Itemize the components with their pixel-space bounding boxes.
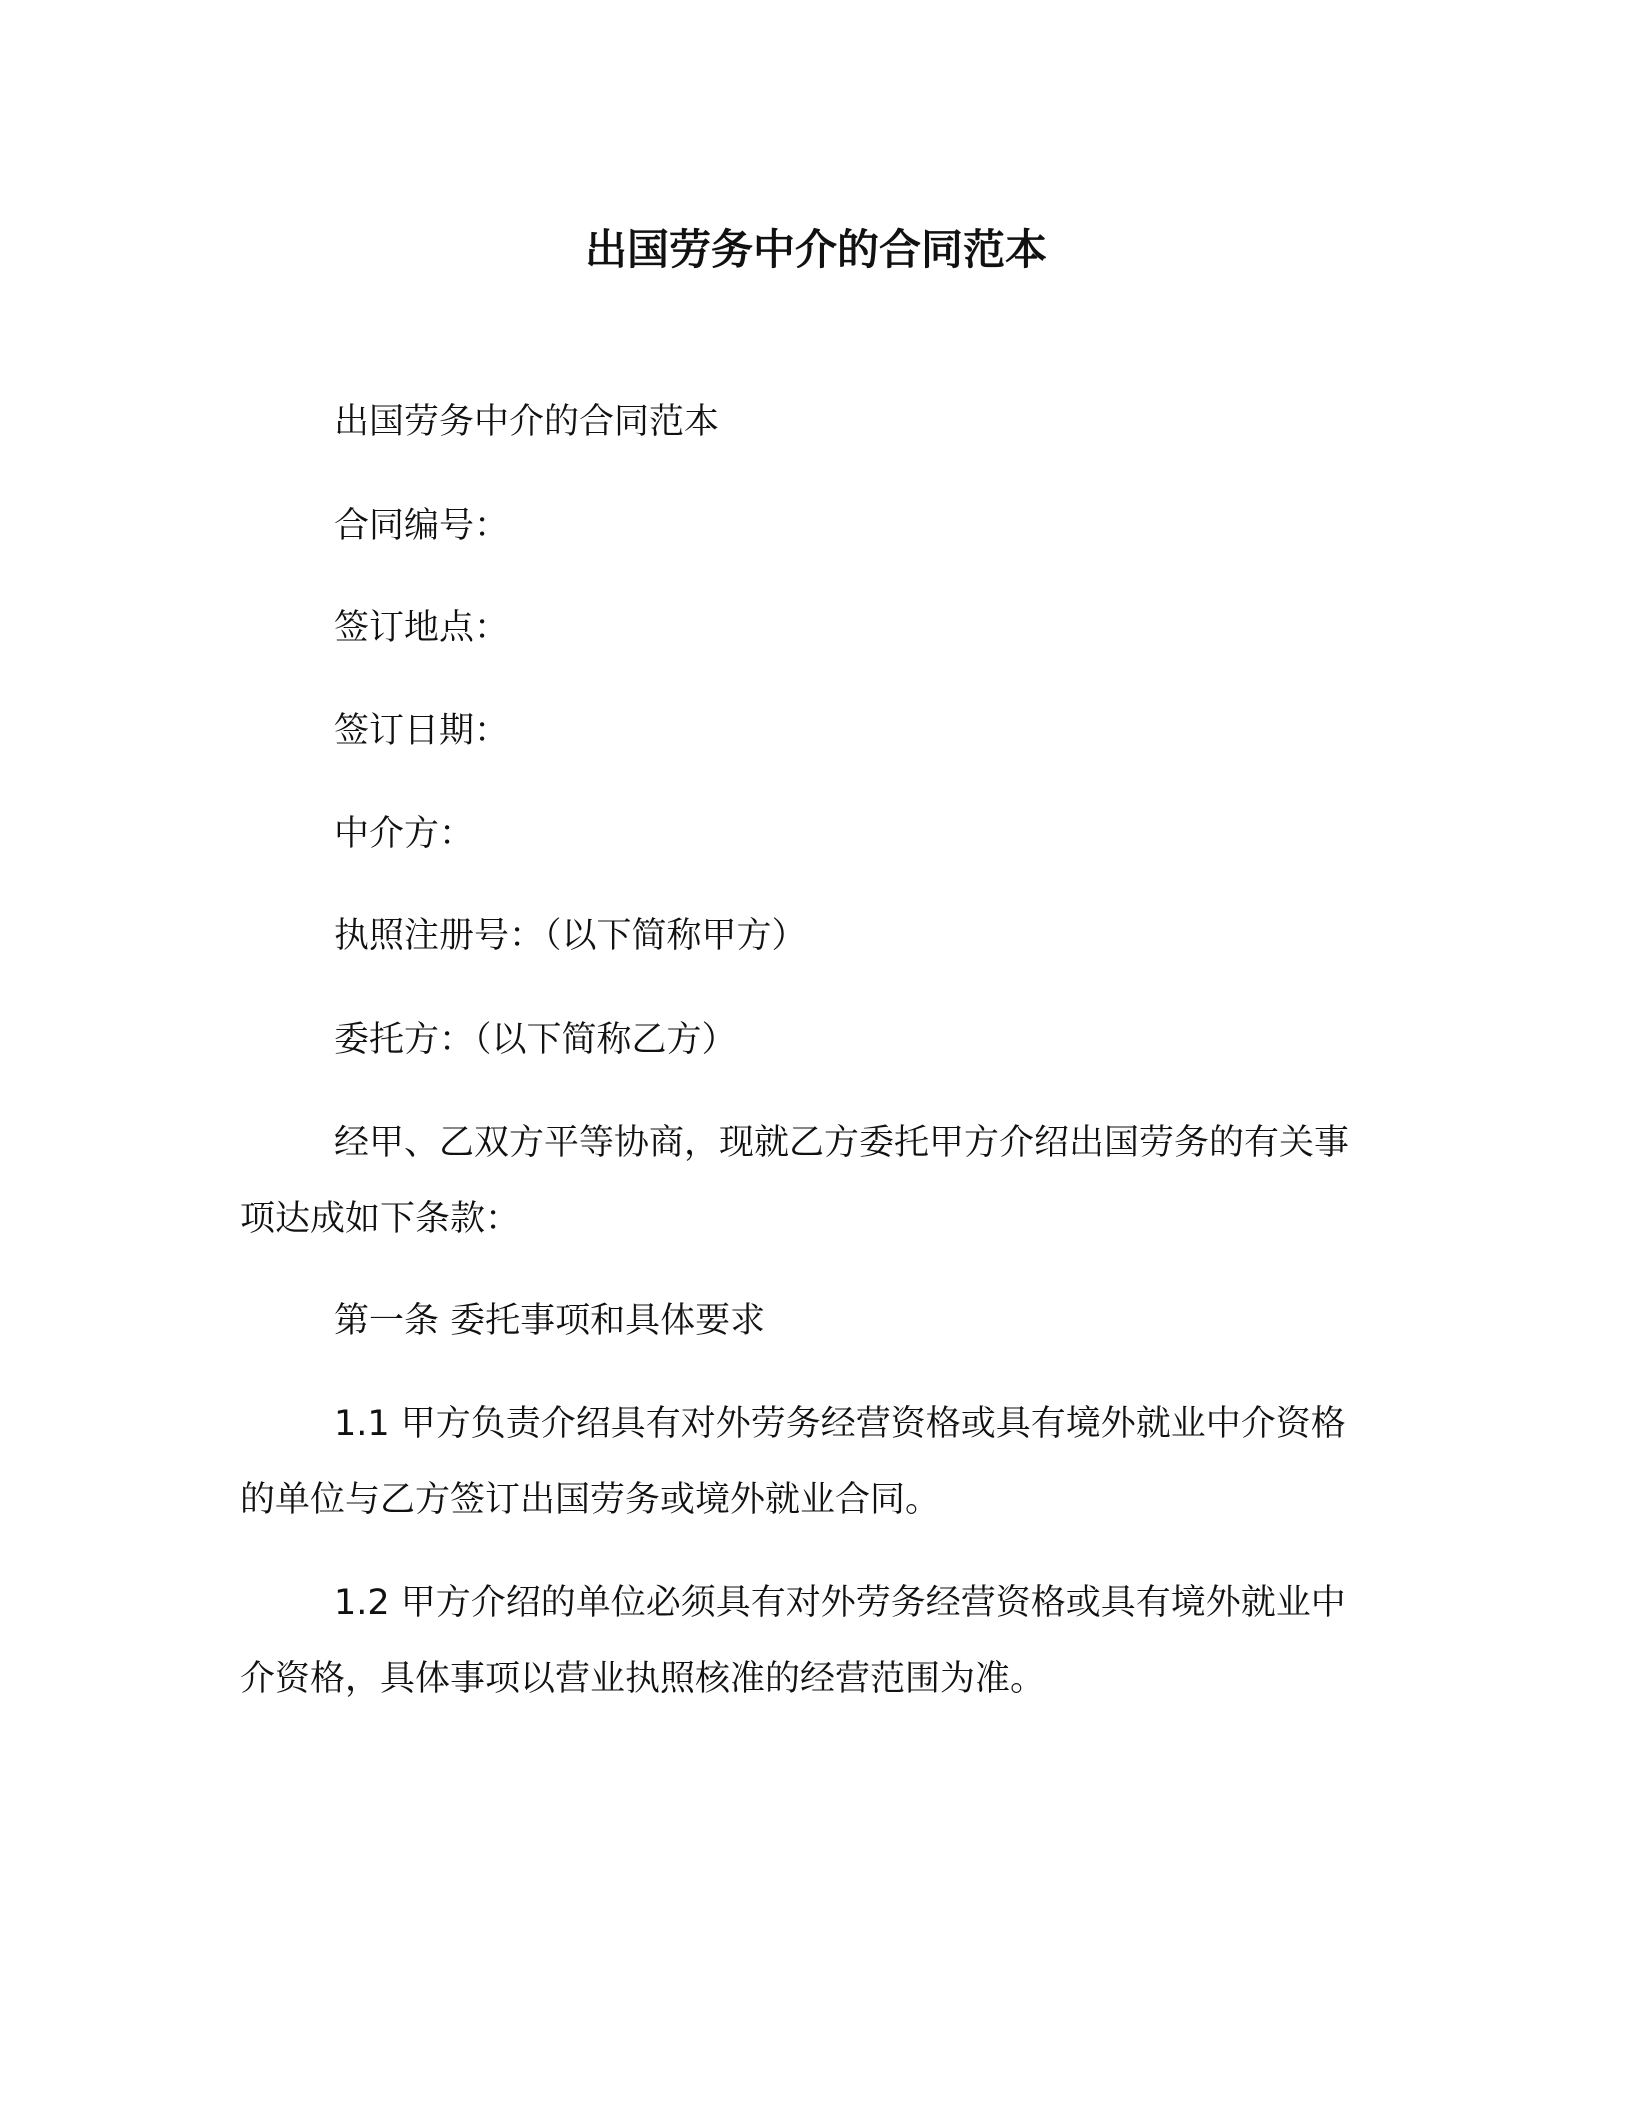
paragraph-contract-number: 合同编号： [334,506,510,546]
paragraph-clause-1-2: 1.2 甲方介绍的单位必须具有对外劳务经营资格或具有境外就业中介资格，具体事项以营业执照核准的经营范围为准。 [240,1583,1346,1699]
paragraph-client: 委托方：（以下简称乙方） [334,1020,737,1060]
paragraph-signing-place: 签订地点： [334,608,510,648]
paragraph-signing-date: 签订日期： [334,711,510,751]
document-title: 出国劳务中介的合同范本 [584,225,1047,274]
paragraph-license-number: 执照注册号：（以下简称甲方） [334,916,807,956]
paragraph-clause-1-1: 1.1 甲方负责介绍具有对外劳务经营资格或具有境外就业中介资格的单位与乙方签订出国劳务或境外就业合同。 [240,1404,1346,1520]
paragraph-agency: 中介方： [334,814,475,854]
paragraph-article-1-heading: 第一条 委托事项和具体要求 [334,1301,766,1341]
paragraph-subtitle: 出国劳务中介的合同范本 [334,402,720,442]
paragraph-preamble: 经甲、乙双方平等协商，现就乙方委托甲方介绍出国劳务的有关事项达成如下条款： [240,1123,1350,1239]
